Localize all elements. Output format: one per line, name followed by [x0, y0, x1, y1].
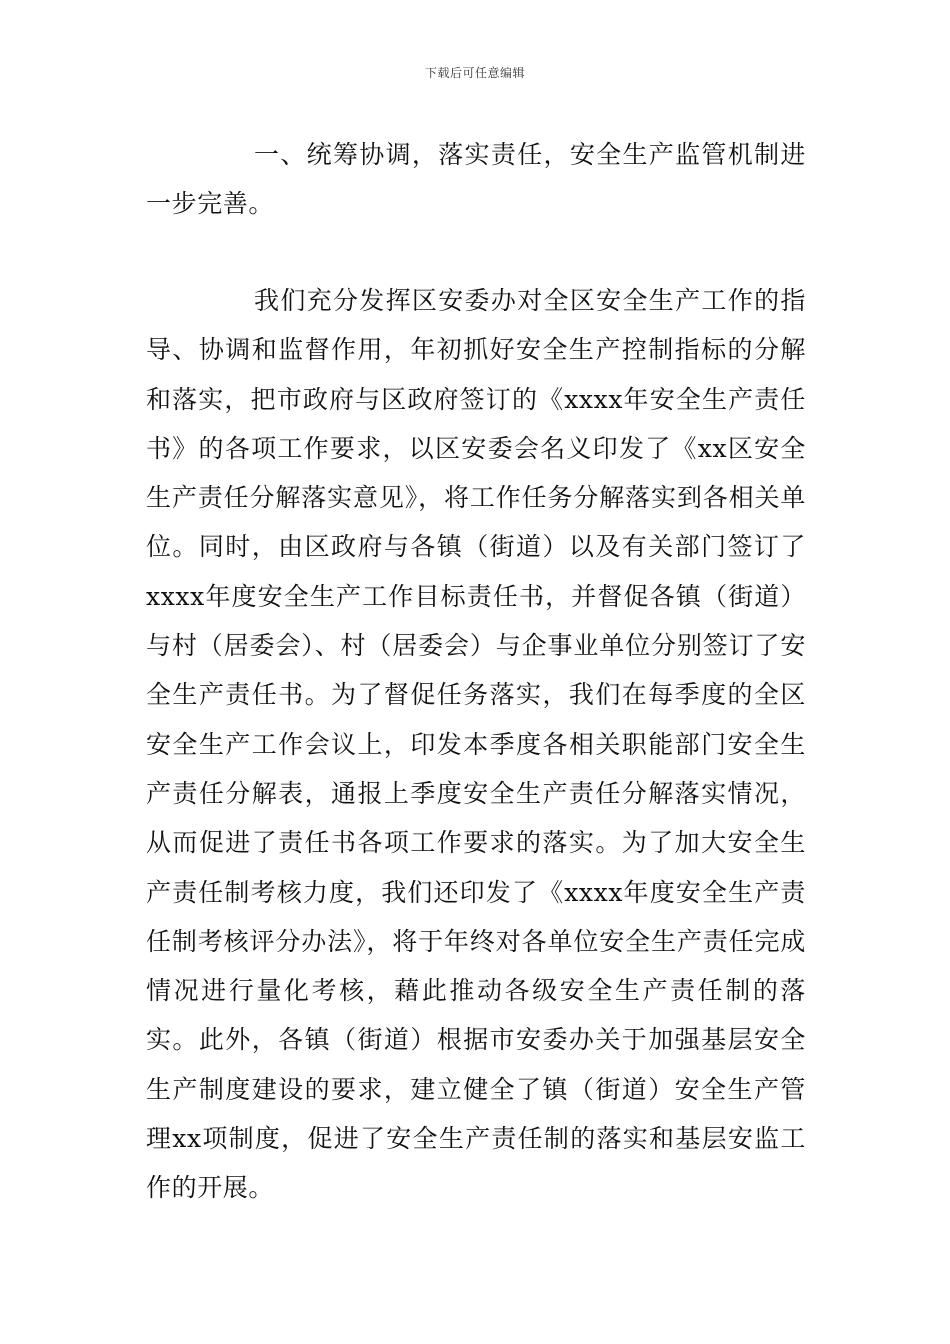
- section-heading: 一、统筹协调，落实责任，安全生产监管机制进一步完善。: [146, 140, 806, 219]
- page-header: 下载后可任意编辑: [424, 66, 525, 80]
- body-paragraph: 我们充分发挥区安委办对全区安全生产工作的指导、协调和监督作用，年初抓好安全生产控制指标的分解和落实，把市政府与区政府签订的《xxxx年安全生产责任书》的各项工作要求，以区安委会名义印发了《xx区安全生产责任分解落实意见》，将工作任务分解落实到各相关单位。同时，由区政府与各镇（街道）以及有关部门签订了xxxx年度安全生产工作目标责任书，并督促各镇（街道）与村（居委会）、村（居委会）与企事业单位分别签订了安全生产责任书。为了督促任务落实，我们在每季度的全区安全生产工作会议上，印发本季度各相关职能部门安全生产责任分解表，通报上季度安全生产责任分解落实情况，从而促进了责任书各项工作要求的落实。为了加大安全生产责任制考核力度，我们还印发了《xxxx年度安全生产责任制考核评分办法》，将于年终对各单位安全生产责任完成情况进行量化考核，藉此推动各级安全生产责任制的落实。此外，各镇（街道）根据市安委办关于加强基层安全生产制度建设的要求，建立健全了镇（街道）安全生产管理xx项制度，促进了安全生产责任制的落实和基层安监工作的开展。: [146, 286, 806, 1203]
